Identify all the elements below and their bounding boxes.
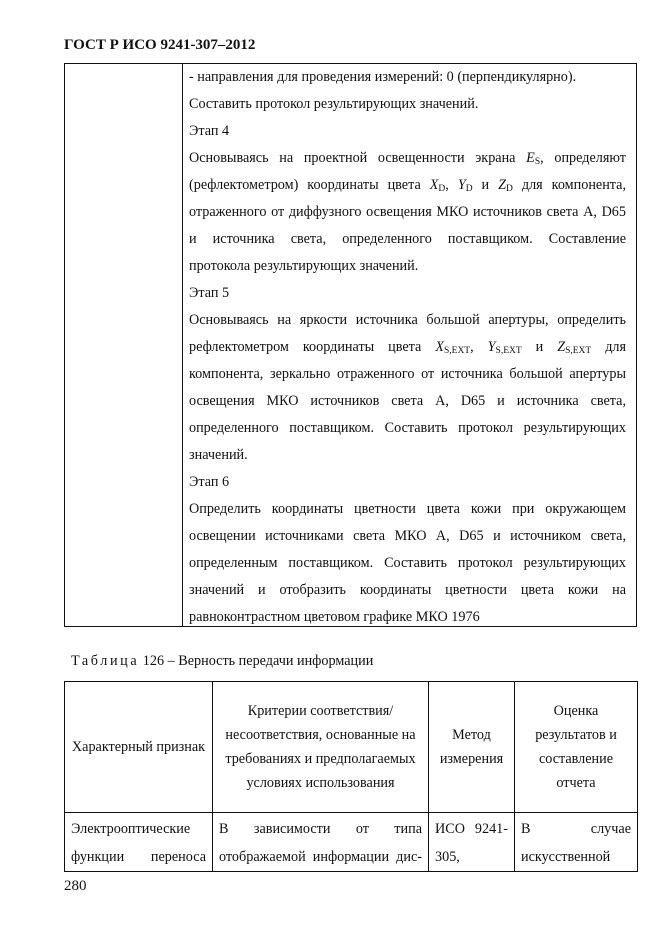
fidelity-table xyxy=(64,681,638,872)
header-evaluation: Оценка результатов и составление отчета xyxy=(515,682,638,813)
step-4-label: Этап 4 xyxy=(189,123,230,139)
table-header-row xyxy=(65,682,638,813)
document-header: ГОСТ Р ИСО 9241-307–2012 xyxy=(64,37,256,53)
step-4-paragraph: Основываясь на проектной освещенности экрана $E_S$, определяют (рефлектометром) координаты цвета $X_D$, $Y_D$ и $Z_D$ для компонента, отраженного от диффузного освещения МКО источников света A, D65 и источника света, определенного поставщиком. Составление протокола результирующих значений. xyxy=(189,150,627,274)
cell-characteristic: Электрооптические функции переноса xyxy=(65,813,213,872)
cell-evaluation: В случае искусственной xyxy=(515,813,638,872)
cell-method: ИСО 9241-305, xyxy=(429,813,515,872)
cell-criteria: В зависимости от типа отображаемой информации дис- xyxy=(213,813,429,872)
page-number: 280 xyxy=(64,878,87,894)
column-divider xyxy=(182,64,183,626)
procedure-text xyxy=(189,64,626,631)
step-5-label: Этап 5 xyxy=(189,285,230,301)
procedure-table xyxy=(64,63,637,627)
step-5-paragraph: Основываясь на яркости источника большой апертуры, определить рефлектометром координаты цвета $X_{S,EXT}$, $Y_{S,EXT}$ и $Z_{S,EXT}$ для компонента, зеркально отраженного от источника большой апертуры освещения МКО источников света A, D65 и источника света, определенного поставщиком. Составить протокол результирующих значений. xyxy=(189,312,627,463)
step-6-label: Этап 6 xyxy=(189,474,230,490)
header-method: Метод измерения xyxy=(429,682,515,813)
table-caption: Таблица 126 – Верность передачи информации xyxy=(71,653,374,669)
table-row xyxy=(65,813,638,872)
header-characteristic: Характерный признак xyxy=(65,682,213,813)
directions-paragraph: - направления для проведения измерений: 0 (перпендикулярно). xyxy=(189,69,577,85)
step-6-paragraph: Определить координаты цветности цвета кожи при окружающем освещении источниками света МКО A, D65 и источником света, определенным поставщиком. Составить протокол результирующих значений и отобразить координаты цветности цвета кожи на равноконтрастном цветовом графике МКО 1976 xyxy=(189,501,626,625)
header-criteria: Критерии соответствия/несоответствия, основанные на требованиях и предполагаемых условиях использования xyxy=(213,682,429,813)
protocol-paragraph: Составить протокол результирующих значений. xyxy=(189,96,479,112)
